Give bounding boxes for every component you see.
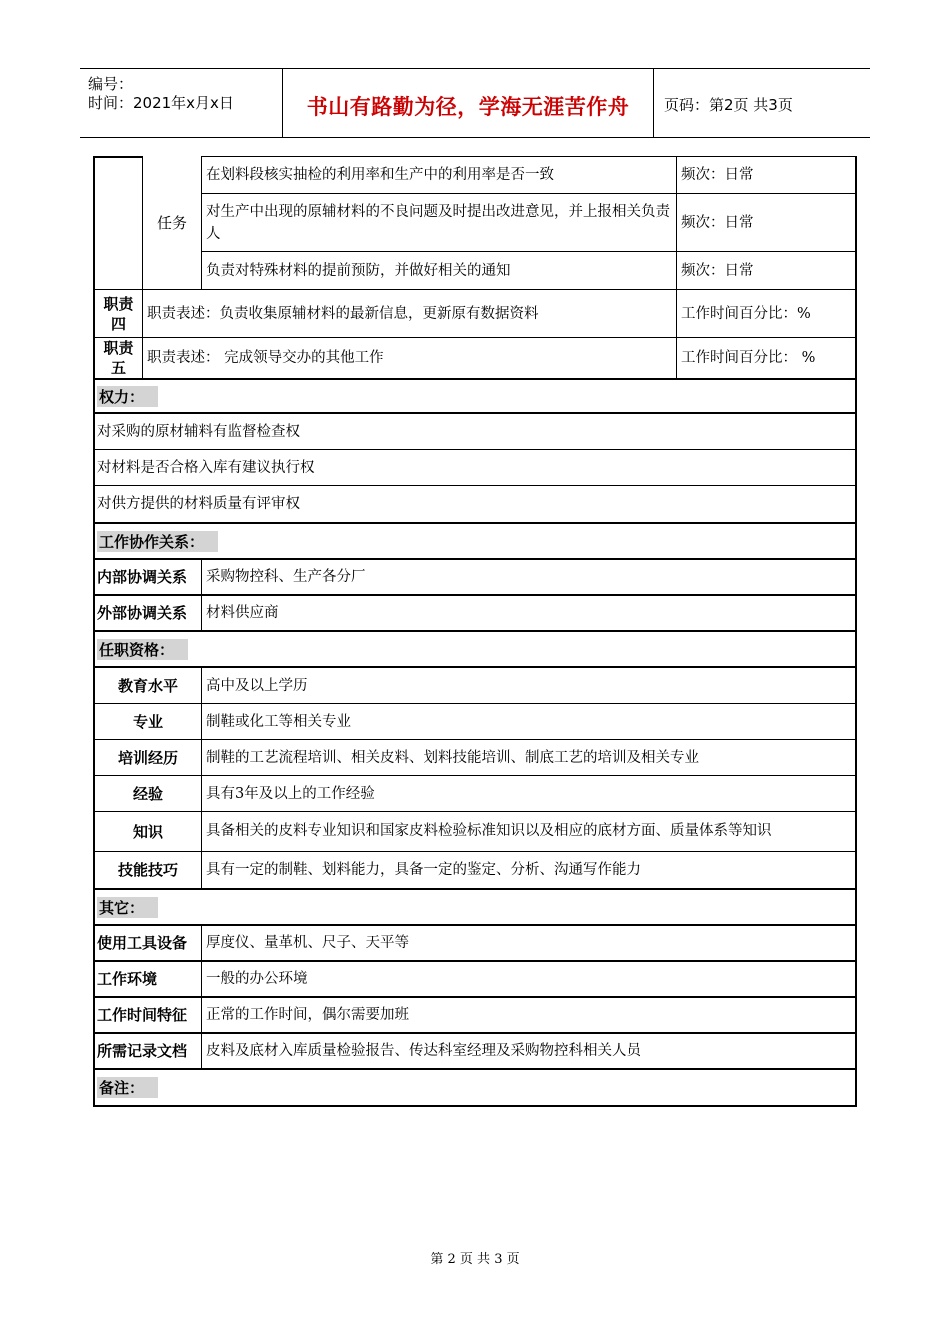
- environment-label: 工作环境: [95, 962, 202, 998]
- duty-5-percent: 工作时间百分比： %: [677, 338, 857, 380]
- header-motto-cell: [283, 69, 654, 137]
- relations-title: 工作协作关系：: [97, 531, 218, 552]
- records-value: 皮料及底材入库质量检验报告、传达科室经理及采购物控科相关人员: [202, 1034, 857, 1070]
- duty-5-label-line1: 职责: [103, 339, 134, 357]
- job-description-table: [93, 156, 857, 1107]
- knowledge-value: 具备相关的皮料专业知识和国家皮料检验标准知识以及相应的底材方面、质量体系等知识: [202, 812, 857, 852]
- motto-text: 书山有路勤为径，学海无涯苦作舟: [306, 95, 630, 119]
- authority-item-2: 对材料是否合格入库有建议执行权: [95, 450, 857, 486]
- records-label: 所需记录文档: [95, 1034, 202, 1070]
- other-title: 其它：: [97, 897, 158, 918]
- doc-date-label: 时间：2021年x月x日: [88, 94, 234, 112]
- experience-label: 经验: [95, 776, 202, 812]
- page-info: 页码：第2页 共3页: [664, 96, 793, 114]
- skills-label: 技能技巧: [95, 852, 202, 890]
- duty-5-label-line2: 五: [110, 359, 126, 377]
- task-row-3-freq: 频次：日常: [677, 252, 857, 290]
- duty-4-label: [95, 290, 143, 338]
- work-time-label: 工作时间特征: [95, 998, 202, 1034]
- tools-value: 厚度仪、量革机、尺子、天平等: [202, 926, 857, 962]
- task-row-1-text: 在划料段核实抽检的利用率和生产中的利用率是否一致: [202, 156, 677, 194]
- notes-title: 备注：: [97, 1077, 158, 1098]
- authority-title: 权力：: [97, 386, 158, 407]
- duty-4-label-line2: 四: [110, 314, 126, 333]
- page-header: [80, 68, 870, 138]
- authority-item-3: 对供方提供的材料质量有评审权: [95, 486, 857, 524]
- major-label: 专业: [95, 704, 202, 740]
- header-page-cell: [654, 69, 870, 137]
- tools-label: 使用工具设备: [95, 926, 202, 962]
- work-time-value: 正常的工作时间，偶尔需要加班: [202, 998, 857, 1034]
- external-relation-label: 外部协调关系: [95, 596, 202, 632]
- internal-relation-value: 采购物控科、生产各分厂: [202, 560, 857, 596]
- qualifications-section-title: [95, 632, 855, 668]
- education-value: 高中及以上学历: [202, 668, 857, 704]
- skills-value: 具有一定的制鞋、划料能力，具备一定的鉴定、分析、沟通写作能力: [202, 852, 857, 890]
- task-label-cell: [143, 156, 202, 290]
- environment-value: 一般的办公环境: [202, 962, 857, 998]
- page-footer: 第 2 页 共 3 页: [430, 1252, 520, 1267]
- authority-section-title: [95, 380, 855, 414]
- duty-5-label: [95, 338, 143, 380]
- internal-relation-label: 内部协调关系: [95, 560, 202, 596]
- education-label: 教育水平: [95, 668, 202, 704]
- training-label: 培训经历: [95, 740, 202, 776]
- task-row-2-freq: 频次：日常: [677, 194, 857, 252]
- task-row-2-text: 对生产中出现的原辅材料的不良问题及时提出改进意见，并上报相关负责人: [202, 194, 677, 252]
- doc-number-label: 编号：: [88, 75, 134, 93]
- duty-4-label-line1: 职责: [103, 294, 134, 313]
- major-value: 制鞋或化工等相关专业: [202, 704, 857, 740]
- external-relation-value: 材料供应商: [202, 596, 857, 632]
- other-section-title: [95, 890, 855, 926]
- task-row-3-text: 负责对特殊材料的提前预防，并做好相关的通知: [202, 252, 677, 290]
- task-label: 任务: [156, 213, 187, 232]
- task-blank-cell: [95, 156, 143, 290]
- training-value: 制鞋的工艺流程培训、相关皮料、划料技能培训、制底工艺的培训及相关专业: [202, 740, 857, 776]
- experience-value: 具有3年及以上的工作经验: [202, 776, 857, 812]
- duty-4-percent: 工作时间百分比：%: [677, 290, 857, 338]
- relations-section-title: [95, 524, 855, 560]
- authority-item-1: 对采购的原材辅料有监督检查权: [95, 414, 857, 450]
- task-row-1-freq: 频次：日常: [677, 156, 857, 194]
- qualifications-title: 任职资格：: [97, 639, 188, 660]
- knowledge-label: 知识: [95, 812, 202, 852]
- header-meta-cell: [80, 69, 283, 137]
- notes-section-title: [95, 1070, 855, 1105]
- duty-4-description: 职责表述：负责收集原辅材料的最新信息，更新原有数据资料: [143, 290, 677, 338]
- duty-5-description: 职责表述： 完成领导交办的其他工作: [143, 338, 677, 380]
